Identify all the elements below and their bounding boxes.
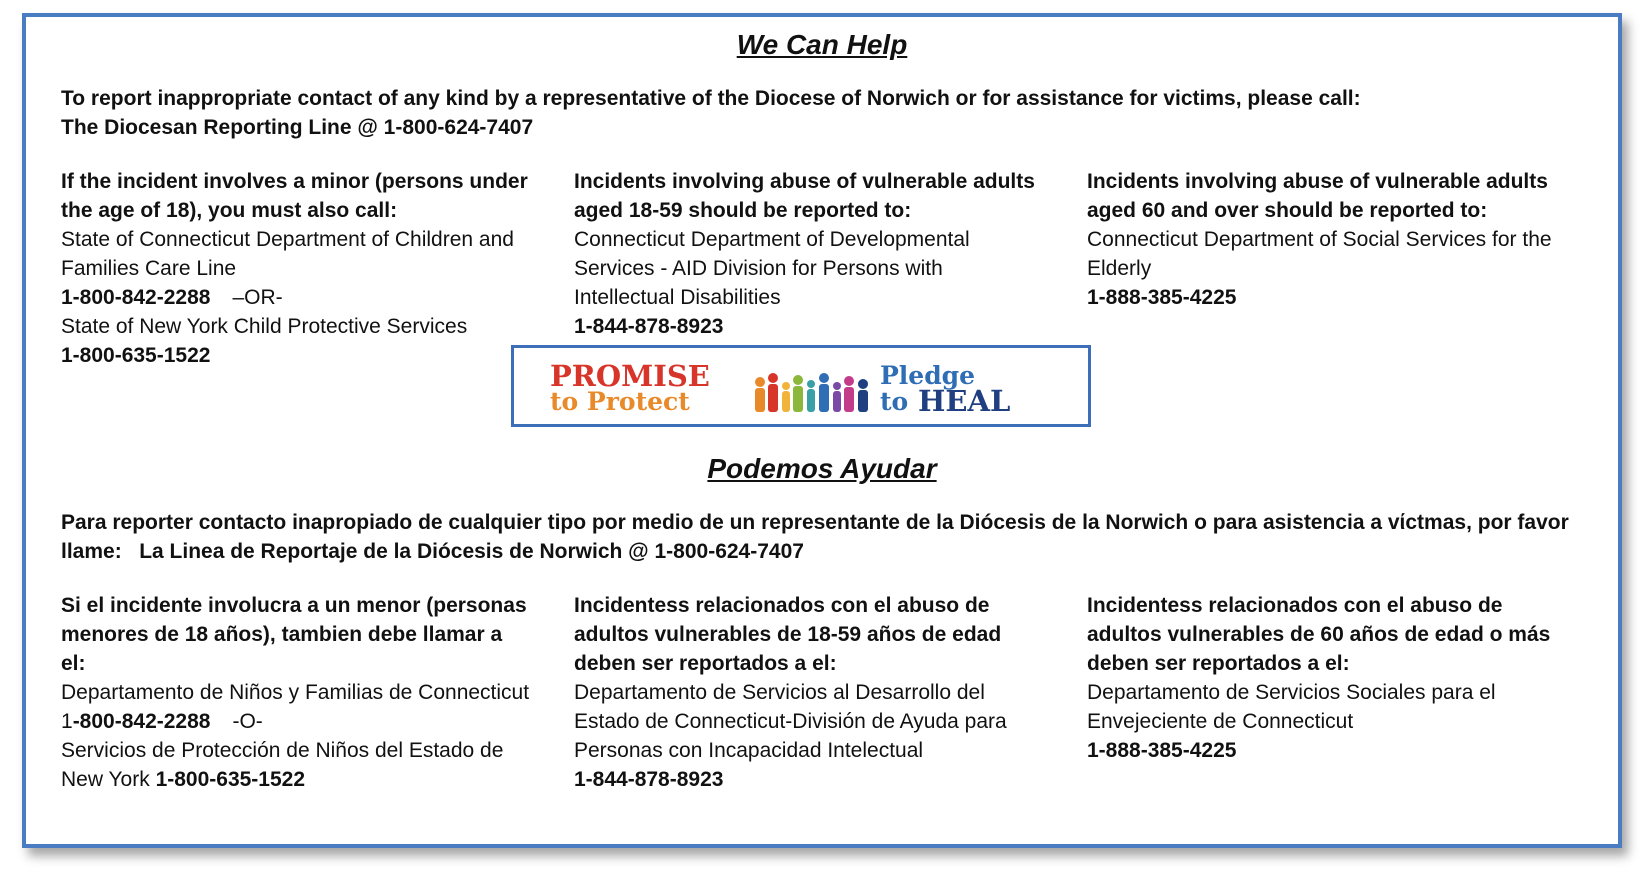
logo-promise-text: PROMISE bbox=[550, 359, 710, 393]
english-intro-line1: To report inappropriate contact of any kind by a representative of the Diocese of Norwich or for assistance for victims, please call: bbox=[61, 87, 1361, 110]
english-minor-phone1-line bbox=[61, 283, 531, 312]
english-adults-18-59-phone: 1-844-878-8923 bbox=[574, 315, 724, 338]
spanish-heading: Podemos Ayudar bbox=[707, 453, 937, 484]
spanish-minor-or: -O- bbox=[232, 710, 263, 733]
english-minor-agency1: State of Connecticut Department of Children and Families Care Line bbox=[61, 228, 514, 280]
english-intro bbox=[61, 84, 1583, 142]
logo-to-protect-text: to Protect bbox=[550, 387, 690, 416]
spanish-intro-line1: Para reporter contacto inapropiado de cualquier tipo por medio de un representante de la Diócesis de la Norwich o para asistencia a vίctmas, por favor bbox=[61, 511, 1569, 534]
english-heading: We Can Help bbox=[736, 29, 908, 60]
english-reporting-line: The Diocesan Reporting Line @ 1-800-624-7407 bbox=[61, 116, 534, 139]
english-adults-18-59-agency: Connecticut Department of Developmental Services - AID Division for Persons with Intellectual Disabilities bbox=[574, 228, 970, 309]
logo-heal-text: HEAL bbox=[918, 384, 1011, 418]
spanish-adults-18-59-lead: Incidentess relacionados con el abuso de adultos vulnerables de 18-59 años de edad deben ser reportados a el: bbox=[574, 594, 1002, 675]
english-minor-phone1: 1-800-842-2288 bbox=[61, 286, 211, 309]
english-adults-60-agency: Connecticut Department of Social Services for the Elderly bbox=[1087, 228, 1552, 280]
flyer-frame bbox=[22, 13, 1622, 848]
spanish-minor-agency1: Departamento de Niños y Familias de Connecticut 1 bbox=[61, 681, 530, 733]
english-minor-lead: If the incident involves a minor (persons under the age of 18), you must also call: bbox=[61, 170, 528, 222]
spanish-minor-lead: Si el incidente involucra a un menor (personas menores de 18 años), tambien debe llamar a el: bbox=[61, 594, 527, 675]
english-adults-60-column bbox=[1087, 167, 1567, 312]
logo-pledge-text: Pledge bbox=[880, 361, 976, 390]
spanish-minor-column bbox=[61, 591, 531, 794]
people-group-icon bbox=[755, 373, 868, 412]
english-adults-18-59-lead: Incidents involving abuse of vulnerable adults aged 18-59 should be reported to: bbox=[574, 170, 1035, 222]
logo-artwork bbox=[514, 348, 1088, 424]
english-minor-or: –OR- bbox=[232, 286, 283, 309]
spanish-minor-agency2-line bbox=[61, 736, 531, 794]
spanish-adults-60-phone: 1-888-385-4225 bbox=[1087, 739, 1237, 762]
spanish-minor-agency1-line bbox=[61, 678, 531, 736]
english-minor-agency2: State of New York Child Protective Services bbox=[61, 315, 468, 338]
promise-pledge-logo bbox=[511, 345, 1091, 427]
spanish-minor-phone1: -800-842-2288 bbox=[72, 710, 211, 733]
english-minor-phone2: 1-800-635-1522 bbox=[61, 344, 211, 367]
english-adults-18-59-column bbox=[574, 167, 1044, 341]
spanish-minor-agency2: Servicios de Protección de Niños del Estado de New York bbox=[61, 739, 504, 791]
spanish-adults-60-agency: Departamento de Servicios Sociales para el Envejeciente de Connecticut bbox=[1087, 681, 1496, 733]
spanish-adults-60-lead: Incidentess relacionados con el abuso de adultos vulnerables de 60 años de edad o más deben ser reportados a el: bbox=[1087, 594, 1551, 675]
english-adults-60-lead: Incidents involving abuse of vulnerable adults aged 60 and over should be reported to: bbox=[1087, 170, 1548, 222]
logo-to-text: to bbox=[880, 387, 909, 416]
english-adults-60-phone: 1-888-385-4225 bbox=[1087, 286, 1237, 309]
spanish-reporting-line: llame: La Linea de Reportaje de la Diócesis de Norwich @ 1-800-624-7407 bbox=[61, 540, 804, 563]
spanish-adults-18-59-agency: Departamento de Servicios al Desarrollo del Estado de Connecticut-División de Ayuda para Personas con Incapacidad Intelectual bbox=[574, 681, 1007, 762]
spanish-adults-60-column bbox=[1087, 591, 1567, 765]
spanish-minor-phone2: 1-800-635-1522 bbox=[155, 768, 306, 791]
spanish-adults-18-59-column bbox=[574, 591, 1044, 794]
spanish-adults-18-59-phone: 1-844-878-8923 bbox=[574, 768, 724, 791]
english-minor-column bbox=[61, 167, 531, 370]
spanish-intro bbox=[61, 508, 1583, 566]
